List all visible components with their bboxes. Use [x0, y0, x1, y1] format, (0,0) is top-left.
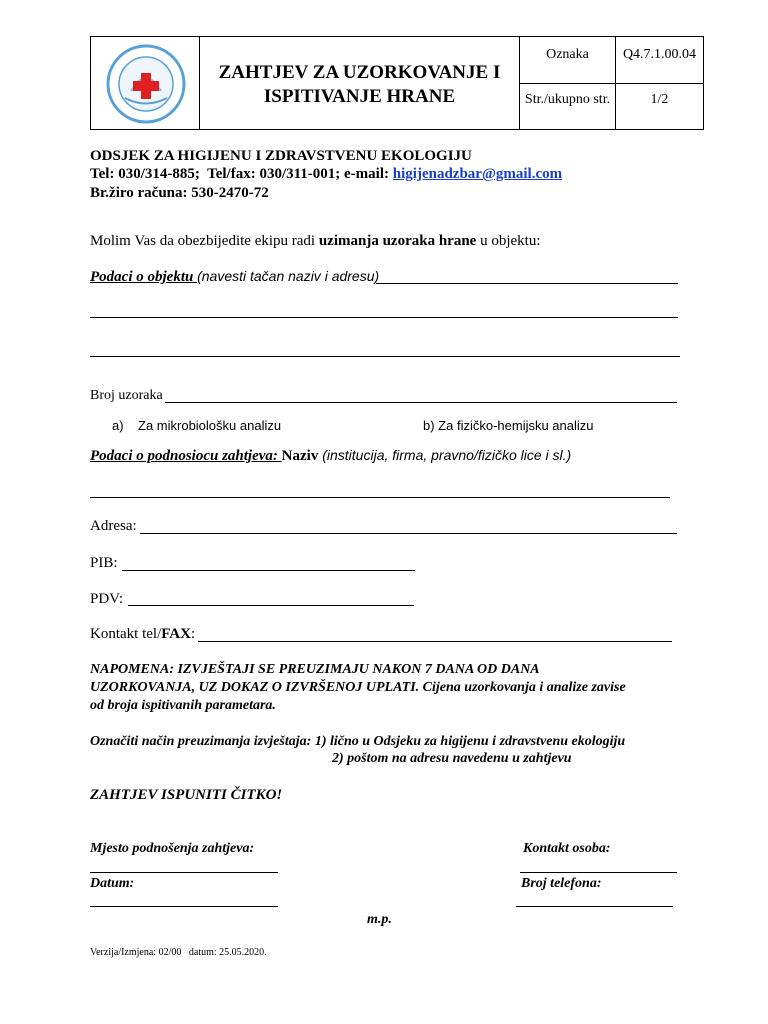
phone-field[interactable]	[516, 906, 673, 907]
address-label: Adresa:	[90, 518, 137, 534]
intro-after: u objektu:	[476, 233, 541, 249]
delivery-option-post[interactable]: 2) poštom na adresu navedenu u zahtjevu	[332, 751, 572, 766]
pdv-field[interactable]	[128, 605, 414, 606]
applicant-hint: (institucija, firma, pravno/fizičko lice i sl.)	[318, 447, 572, 463]
bank-account: Br.žiro računa: 530-2470-72	[90, 185, 269, 201]
contact-person-label: Kontakt osoba:	[523, 841, 611, 856]
phone-label: Broj telefona:	[521, 876, 602, 891]
pib-label: PIB:	[90, 555, 118, 571]
contact-field[interactable]	[198, 641, 672, 642]
place-field[interactable]	[90, 872, 278, 873]
place-label: Mjesto podnošenja zahtjeva:	[90, 841, 255, 856]
object-label: Podaci o objektu	[90, 269, 198, 285]
note-line2: UZORKOVANJA, UZ DOKAZ O IZVRŠENOJ UPLATI. Cijena uzorkovanja i analize zavise	[90, 680, 626, 695]
intro-bold: uzimanja uzoraka hrane	[318, 233, 477, 249]
stamp-place: m.p.	[367, 912, 392, 927]
contact-person-field[interactable]	[520, 872, 677, 873]
option-physicochemical[interactable]: b) Za fizičko-hemijsku analizu	[423, 418, 594, 433]
oznaka-value-cell	[615, 36, 704, 84]
contact-prefix: Kontakt tel/	[90, 626, 162, 642]
intro-text	[90, 233, 541, 250]
applicant-label: Podaci o podnosiocu zahtjeva:	[90, 448, 282, 464]
header-table	[90, 36, 704, 130]
object-hint: (navesti tačan naziv i adresu)	[197, 268, 380, 284]
object-field-line2[interactable]	[90, 317, 678, 318]
page-value: 1/2	[650, 92, 669, 107]
fill-legibly-note: ZAHTJEV ISPUNITI ČITKO!	[90, 787, 283, 803]
samples-field-line[interactable]	[165, 402, 677, 403]
applicant-name-line[interactable]	[90, 497, 670, 498]
pib-field[interactable]	[122, 570, 415, 571]
contact-label	[90, 626, 195, 643]
note-line3: od broja ispitivanih parametara.	[90, 698, 276, 713]
logo-cell	[90, 36, 200, 130]
delivery-label: Označiti način preuzimanja izvještaja:	[90, 734, 315, 749]
page-label-cell	[519, 83, 616, 130]
applicant-label-row	[90, 447, 571, 465]
email-link[interactable]: higijenadzbar@gmail.com	[392, 166, 563, 182]
title-cell	[199, 36, 520, 130]
address-field[interactable]	[140, 533, 677, 534]
object-label-row	[90, 268, 379, 286]
samples-label: Broj uzoraka	[90, 388, 163, 403]
oznaka-label-cell	[519, 36, 616, 84]
option-microbiological[interactable]: a) Za mikrobiološku analizu	[112, 418, 282, 433]
contact-phones: Tel: 030/314-885; Tel/fax: 030/311-001; e-mail:	[90, 166, 393, 182]
form-title-line1: ZAHTJEV ZA UZORKOVANJE I	[218, 62, 501, 83]
object-field-line1[interactable]	[376, 283, 678, 284]
intro-before: Molim Vas da obezbijedite ekipu radi	[90, 233, 319, 249]
pdv-label: PDV:	[90, 591, 124, 607]
object-field-line3[interactable]	[90, 356, 680, 357]
page-label: Str./ukupno str.	[524, 92, 611, 107]
date-label: Datum:	[90, 876, 135, 891]
date-field[interactable]	[90, 906, 278, 907]
oznaka-value: Q4.7.1.00.04	[622, 47, 697, 62]
institute-logo	[105, 43, 187, 125]
delivery-option-personal[interactable]: 1) lično u Odsjeku za higijenu i zdravstvenu ekologiju	[314, 734, 626, 749]
form-title-line2: ISPITIVANJE HRANE	[263, 86, 456, 107]
page-value-cell	[615, 83, 704, 130]
department-name: ODSJEK ZA HIGIJENU I ZDRAVSTVENU EKOLOGIJU	[90, 148, 472, 164]
contact-fax: FAX	[161, 626, 191, 642]
oznaka-label: Oznaka	[546, 47, 589, 62]
note-line1: NAPOMENA: IZVJEŠTAJI SE PREUZIMAJU NAKON 7 DANA OD DANA	[90, 662, 540, 677]
form-title	[200, 61, 519, 109]
contact-colon: :	[190, 626, 196, 642]
delivery-row1	[90, 734, 625, 750]
naziv-label: Naziv	[281, 448, 319, 464]
note-block	[90, 661, 626, 715]
version-footer: Verzija/Izmjena: 02/00 datum: 25.05.2020.	[90, 947, 267, 958]
department-contact	[90, 166, 562, 183]
